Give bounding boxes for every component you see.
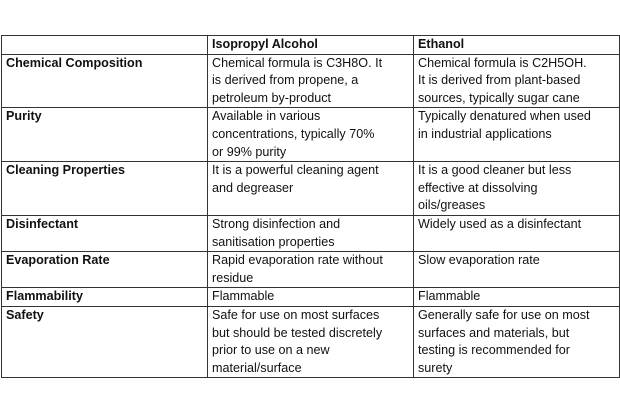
row-label: Purity [2,108,208,162]
comparison-table [1,35,620,378]
row-label: Evaporation Rate [2,252,208,288]
ethanol-cell: Chemical formula is C2H5OH. It is derived from plant-based sources, typically sugar cane [414,54,620,108]
isopropyl-cell: Flammable [208,288,414,307]
table-row [2,108,620,162]
table-row [2,54,620,108]
ethanol-cell: Widely used as a disinfectant [414,215,620,251]
table-row [2,288,620,307]
row-label: Disinfectant [2,215,208,251]
table-row [2,306,620,377]
isopropyl-cell: Strong disinfection and sanitisation properties [208,215,414,251]
table-row [2,215,620,251]
header-isopropyl-alcohol: Isopropyl Alcohol [208,36,414,55]
isopropyl-cell: Rapid evaporation rate without residue [208,252,414,288]
ethanol-cell: It is a good cleaner but less effective at dissolving oils/greases [414,162,620,216]
row-label: Safety [2,306,208,377]
isopropyl-cell: Safe for use on most surfaces but should be tested discretely prior to use on a new material/surface [208,306,414,377]
isopropyl-cell: It is a powerful cleaning agent and degreaser [208,162,414,216]
ethanol-cell: Generally safe for use on most surfaces and materials, but testing is recommended for surety [414,306,620,377]
row-label: Flammability [2,288,208,307]
header-row [2,36,620,55]
ethanol-cell: Slow evaporation rate [414,252,620,288]
row-label: Chemical Composition [2,54,208,108]
ethanol-cell: Flammable [414,288,620,307]
header-empty [2,36,208,55]
ethanol-cell: Typically denatured when used in industrial applications [414,108,620,162]
header-ethanol: Ethanol [414,36,620,55]
table-row [2,252,620,288]
row-label: Cleaning Properties [2,162,208,216]
isopropyl-cell: Chemical formula is C3H8O. It is derived from propene, a petroleum by-product [208,54,414,108]
table-row [2,162,620,216]
isopropyl-cell: Available in various concentrations, typically 70% or 99% purity [208,108,414,162]
